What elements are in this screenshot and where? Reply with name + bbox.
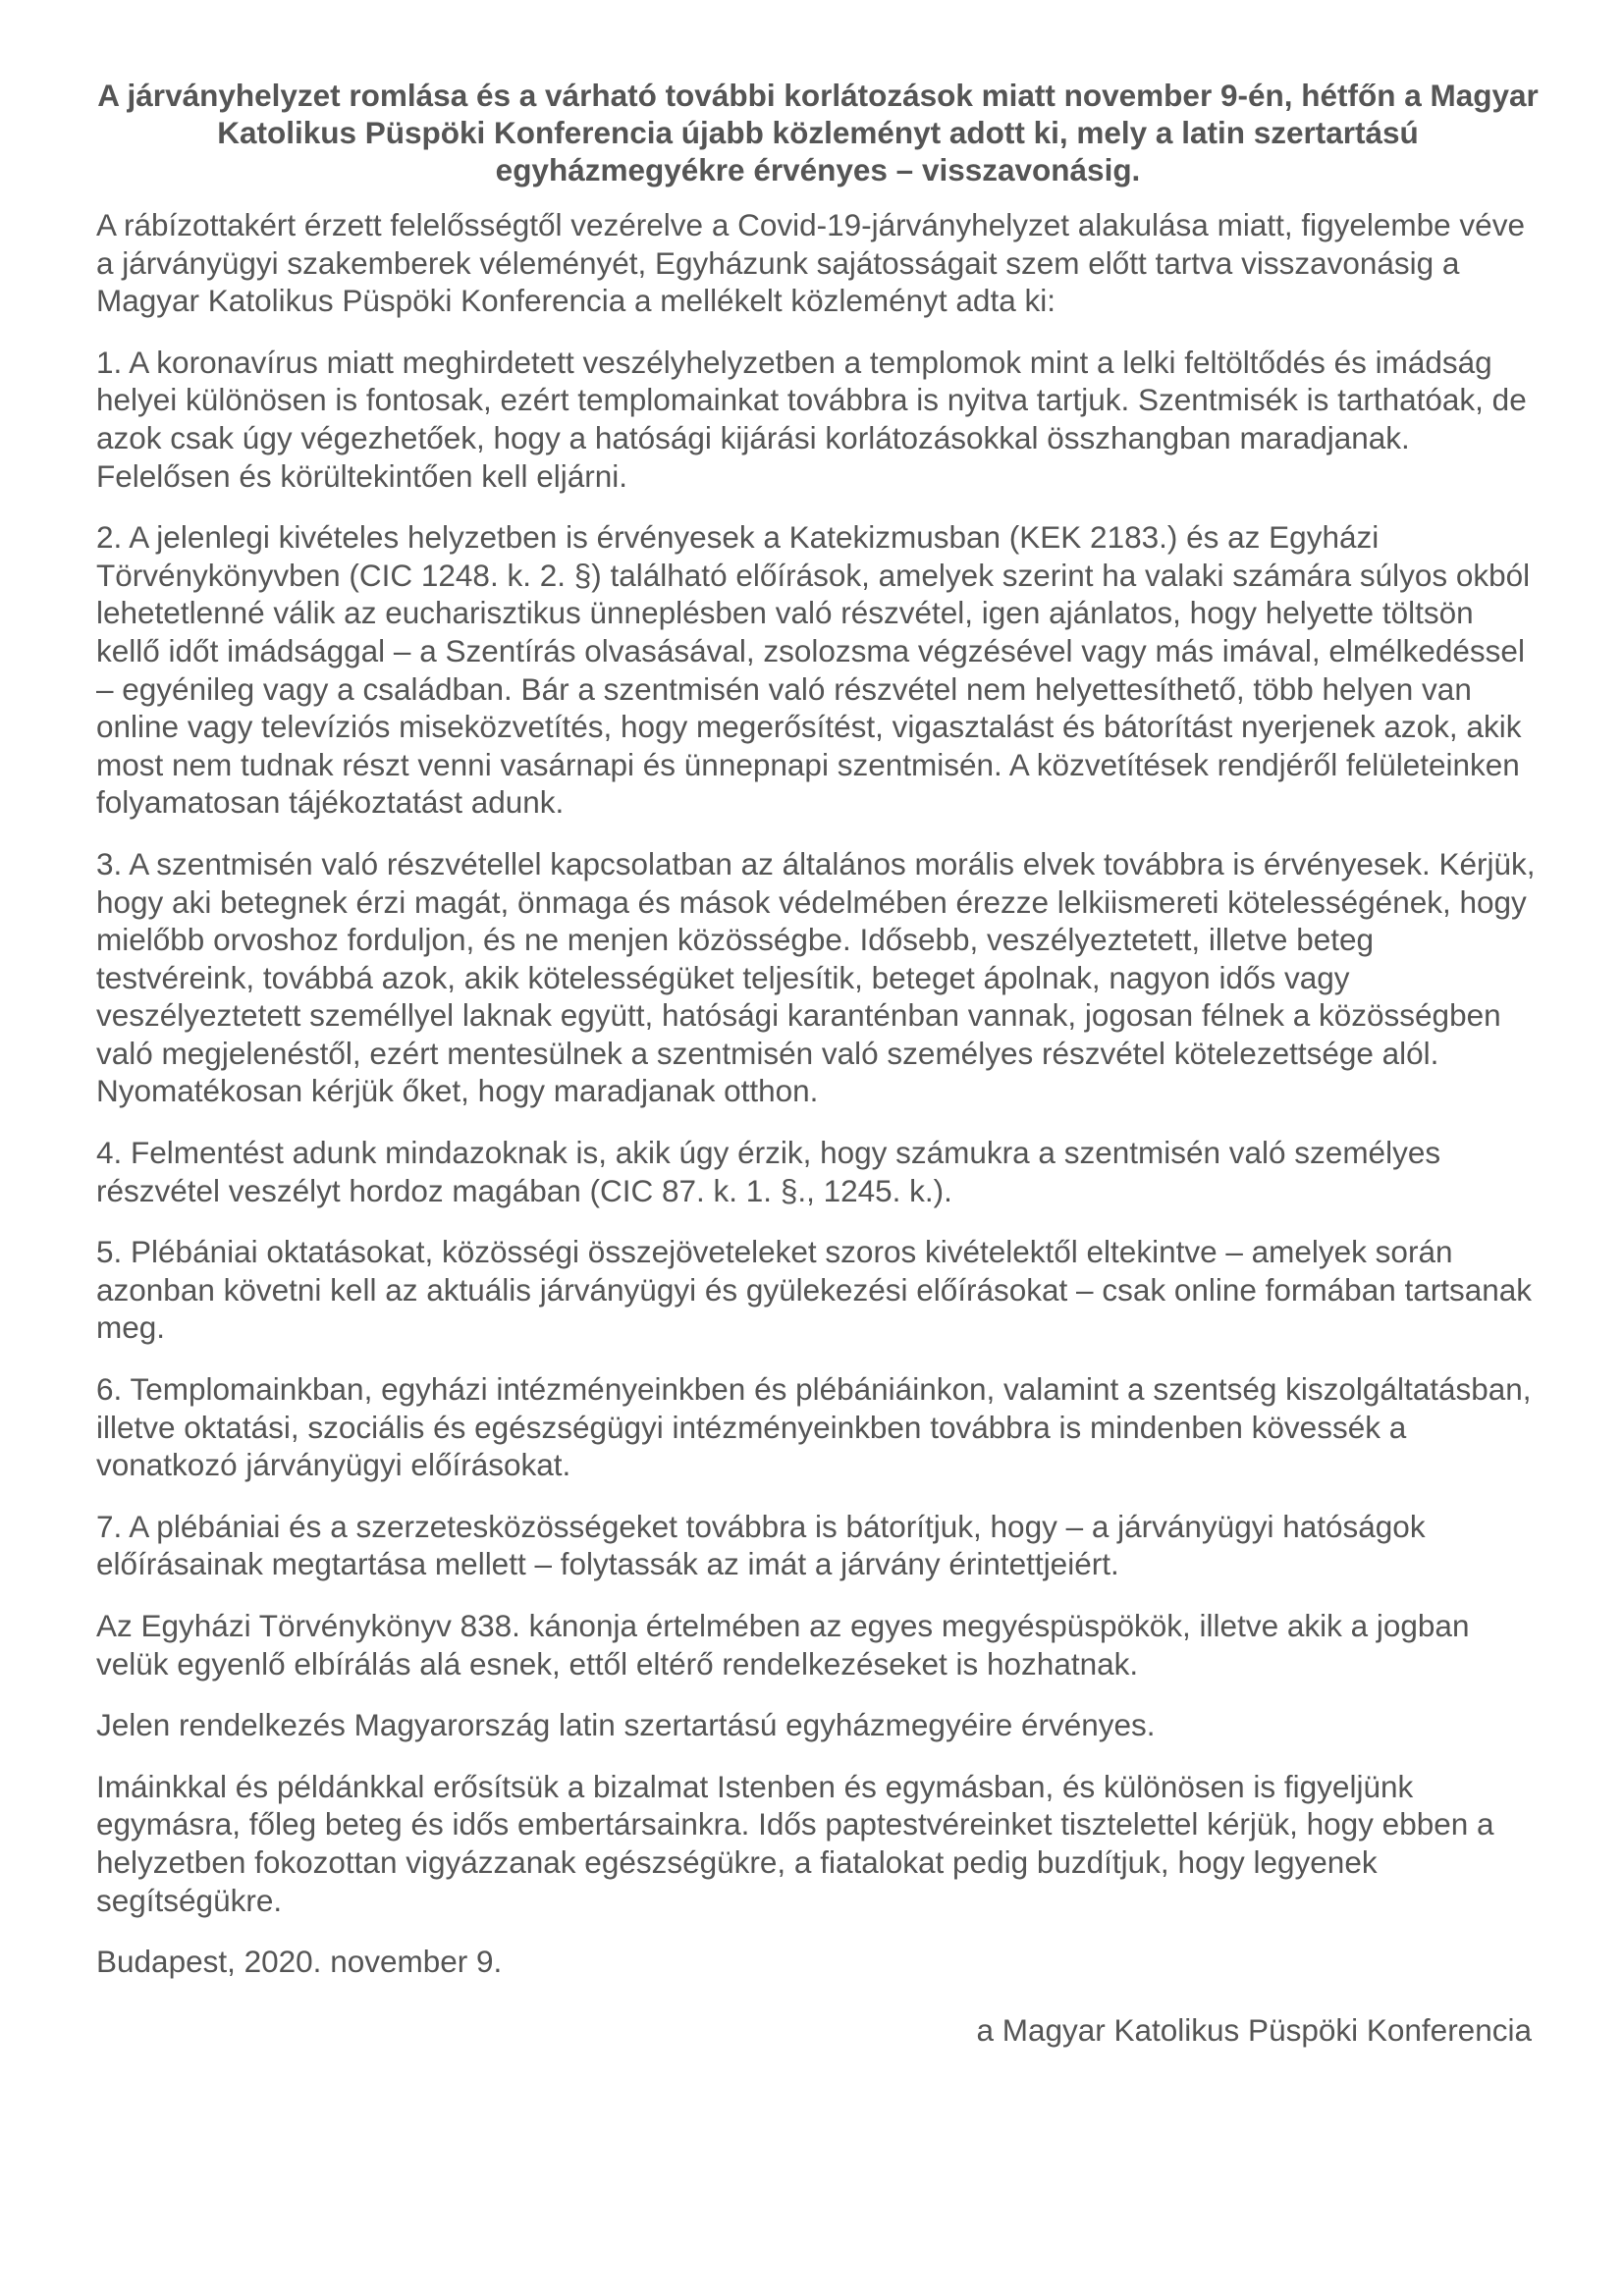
document-title: A járványhelyzet romlása és a várható további korlátozások miatt november 9-én, hétfőn a Magyar Katolikus Püspöki Konferencia újabb közleményt adott ki, mely a latin szertartású egyházmegyékre érvényes – visszavonásig. [97,78,1539,187]
document-date: Budapest, 2020. november 9. [96,1944,503,1980]
closing-paragraph: Imáinkkal és példánkkal erősítsük a bizalmat Istenben és egymásban, és különösen is figyeljünk egymásra, főleg beteg és idős embertársainkra. Idős paptestvéreinket tisztelettel kérjük, hogy ebben a helyzetben fokozottan vigyázzanak egészségükre, a fiatalokat pedig buzdítjuk, hogy legyenek segítségükre. [96,1768,1494,1918]
intro-paragraph: A rábízottakért érzett felelősségtől vezérelve a Covid-19-járványhelyzet alakulása miatt, figyelembe véve a járványügyi szakemberek véleményét, Egyházunk sajátosságait szem előtt tartva visszavonásig a Magyar Katolikus Püspöki Konferencia a mellékelt közleményt adta ki: [96,207,1525,319]
document-page [96,77,1540,2080]
document-signature: a Magyar Katolikus Püspöki Konferencia [976,2012,1532,2049]
point-7: 7. A plébániai és a szerzetesközösségeket továbbra is bátorítjuk, hogy – a járványügyi hatóságok előírásainak megtartása mellett – folytassák az imát a járvány érintettjeiért. [96,1508,1426,1582]
point-4: 4. Felmentést adunk mindazoknak is, akik úgy érzik, hogy számukra a szentmisén való személyes részvétel veszélyt hordoz magában (CIC 87. k. 1. §., 1245. k.). [96,1135,1441,1208]
point-3: 3. A szentmisén való részvétellel kapcsolatban az általános morális elvek továbbra is érvényesek. Kérjük, hogy aki betegnek érzi magát, önmaga és mások védelmében érezze lelkiismereti kötelességének, hogy mielőbb orvoshoz forduljon, és ne menjen közösségbe. Idősebb, veszélyeztetett, illetve beteg testvéreink, továbbá azok, akik kötelességüket teljesítik, beteget ápolnak, nagyon idős vagy veszélyeztetett személlyel laknak együtt, hatósági karanténban vannak, jogosan félnek a közösségben való megjelenéstől, ezért mentesülnek a szentmisén való személyes részvétel kötelezettsége alól. Nyomatékosan kérjük őket, hogy maradjanak otthon. [96,845,1536,1109]
point-6: 6. Templomainkban, egyházi intézményeinkben és plébániáinkon, valamint a szentség kiszolgáltatásban, illetve oktatási, szociális és egészségügyi intézményeinkben továbbra is mindenben kövessék a vonatkozó járványügyi előírásokat. [96,1371,1532,1483]
validity-paragraph: Jelen rendelkezés Magyarország latin szertartású egyházmegyéire érvényes. [96,1707,1156,1743]
point-5: 5. Plébániai oktatásokat, közösségi összejöveteleket szoros kivételektől eltekintve – amelyek során azonban követni kell az aktuális járványügyi és gyülekezési előírásokat – csak online formában tartsanak meg. [96,1234,1533,1346]
point-1: 1. A koronavírus miatt meghirdetett veszélyhelyzetben a templomok mint a lelki feltöltődés és imádság helyei különösen is fontosak, ezért templomainkat továbbra is nyitva tartjuk. Szentmisék is tarthatóak, de azok csak úgy végezhetőek, hogy a hatósági kijárási korlátozásokkal összhangban maradjanak. Felelősen és körültekintően kell eljárni. [96,344,1527,494]
point-2: 2. A jelenlegi kivételes helyzetben is érvényesek a Katekizmusban (KEK 2183.) és az Egyházi Törvénykönyvben (CIC 1248. k. 2. §) található előírások, amelyek szerint ha valaki számára súlyos okból lehetetlenné válik az eucharisztikus ünneplésben való részvétel, igen ajánlatos, hogy helyette töltsön kellő időt imádsággal – a Szentírás olvasásával, zsolozsma végzésével vagy más imával, elmélkedéssel – egyénileg vagy a családban. Bár a szentmisén való részvétel nem helyettesíthető, több helyen van online vagy televíziós miseközvetítés, hogy megerősítést, vigasztalást és bátorítást nyerjenek azok, akik most nem tudnak részt venni vasárnapi és ünnepnapi szentmisén. A közvetítések rendjéről felületeinken folyamatosan tájékoztatást adunk. [96,519,1531,821]
canon-note-paragraph: Az Egyházi Törvénykönyv 838. kánonja értelmében az egyes megyéspüspökök, illetve akik a jogban velük egyenlő elbírálás alá esnek, ettől eltérő rendelkezéseket is hozhatnak. [96,1608,1470,1682]
